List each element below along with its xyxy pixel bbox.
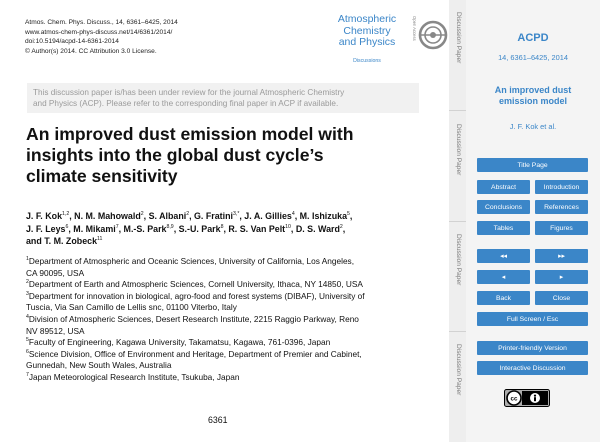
affiliation-number: 1 [26,256,29,263]
back-button[interactable]: Back [477,291,530,305]
strip-label: Discussion Paper [455,12,462,64]
author-affiliation-mark: 4 [291,211,295,218]
sidebar-author: J. F. Kok et al. [509,122,557,131]
globe-icon [418,20,448,50]
author-affiliation-mark: 2 [140,211,144,218]
author-separator: , [294,211,300,221]
notice-line-2: and Physics (ACP). Please refer to the corresponding final paper in ACP if available. [33,99,339,108]
cc-text: cc [510,395,518,403]
close-button[interactable]: Close [535,291,588,305]
author-name: M. Mikami [73,223,116,234]
affiliation-text: NV 89512, USA [26,325,85,336]
logo-line-1: Atmospheric [337,13,397,25]
strip-divider [449,331,466,332]
logo-subtitle: Discussions [353,58,381,64]
sidebar-volume: 14, 6361–6425, 2014 [498,53,568,62]
author-name: J. F. Leys [26,223,66,234]
affiliation-text: Faculty of Engineering, Kagawa University, Takamatsu, Kagawa, 761-0396, Japan [28,337,331,348]
page-number: 6361 [208,415,228,425]
affiliation-line [26,279,440,291]
strip-divider [449,110,466,111]
author-separator: , [118,223,124,234]
strip-divider [449,221,466,222]
title-line-1: An improved dust emission model with [26,124,354,144]
author-separator: , [143,211,149,221]
affiliation-line [26,360,440,372]
conclusions-button[interactable]: Conclusions [477,200,530,214]
author-separator: , [68,223,74,234]
navigation-sidebar [466,0,600,442]
author-separator: , [69,211,75,221]
author-separator: , [173,223,179,234]
sidebar-journal: ACPD [517,32,549,44]
author-name: S. Albani [148,211,187,221]
references-button[interactable]: References [535,200,588,214]
next-page-button[interactable] [535,270,588,284]
author-affiliation-mark: 8,9 [166,223,174,230]
author-affiliation-mark: 10 [285,223,291,230]
affiliation-text: Japan Meteorological Research Institute, Tsukuba, Japan [28,371,240,382]
author-separator: , [223,223,229,234]
affiliation-list [26,256,440,384]
author-separator: , [342,223,346,234]
author-name: G. Fratini [194,211,233,221]
full-screen-button[interactable]: Full Screen / Esc [477,312,588,326]
first-page-button[interactable] [477,249,530,263]
printer-friendly-button[interactable]: Printer-friendly Version [477,341,588,355]
affiliation-number: 7 [26,372,29,379]
author-affiliation-mark: 7 [115,223,119,230]
author-affiliation-mark: 2 [186,211,190,218]
first-page-icon: ◂◂ [500,253,507,260]
affiliation-number: 5 [26,337,29,344]
affiliation-text: Department of Earth and Atmospheric Sciences, Cornell University, Ithaca, NY 14850, USA [28,279,363,290]
paper-doi[interactable]: doi:10.5194/acpd-14-6361-2014 [25,38,119,46]
author-list [26,210,440,248]
strip-label: Discussion Paper [455,344,462,396]
affiliation-text: Department for innovation in biological, agro-food and forest systems (DIBAF), University of [28,290,365,301]
affiliation-text: Tuscia, Via San Camillo de Lellis snc, 01100 Viterbo, Italy [26,302,237,313]
author-affiliation-mark: 1,2 [62,211,70,218]
author-name: D. S. Ward [295,223,340,234]
sidebar-paper-title [466,85,600,107]
title-line-3: climate sensitivity [26,166,178,186]
author-name: R. S. Van Pelt [228,223,286,234]
abstract-button[interactable]: Abstract [477,180,530,194]
cc-license-badge[interactable] [504,389,550,407]
affiliation-line [26,302,440,314]
author-separator: , [349,211,353,221]
previous-icon: ◂ [501,274,506,281]
author-affiliation-mark: 11 [97,236,103,243]
journal-citation: Atmos. Chem. Phys. Discuss., 14, 6361–6425, 2014 [25,19,178,26]
next-icon: ▸ [559,274,564,281]
affiliation-text: CA 90095, USA [26,267,85,278]
strip-label: Discussion Paper [455,124,462,176]
last-page-icon: ▸▸ [558,253,565,260]
title-page-button[interactable]: Title Page [477,158,588,172]
sidebar-paper-title-line-1: An improved dust [494,85,572,95]
author-name: J. A. Gillies [244,211,292,221]
author-line-1 [26,210,440,223]
strip-label: Discussion Paper [455,234,462,286]
review-notice [27,83,419,113]
paper-title [26,124,436,187]
affiliation-line [26,314,440,326]
affiliation-line [26,326,440,338]
author-name: N. M. Mahowald [74,211,141,221]
author-affiliation-mark: 2 [339,223,343,230]
author-separator: , [239,211,245,221]
author-separator: , [189,211,195,221]
affiliation-line [26,268,440,280]
author-name: and T. M. Zobeck [26,236,98,246]
author-name: M.-S. Park [123,223,167,234]
affiliation-line [26,372,440,384]
notice-line-1: This discussion paper is/has been under review for the journal Atmospheric Chemistry [33,88,345,97]
affiliation-number: 2 [26,279,29,286]
author-name: J. F. Kok [26,211,63,221]
author-affiliation-mark: 6 [65,223,69,230]
previous-page-button[interactable] [477,270,530,284]
logo-text [326,14,408,49]
paper-url[interactable]: www.atmos-chem-phys-discuss.net/14/6361/2014/ [25,28,173,36]
author-affiliation-mark: 8 [220,223,224,230]
affiliation-line [26,256,440,268]
logo-line-2: Chemistry [343,24,391,37]
author-line-3 [26,235,440,248]
author-name: M. Ishizuka [299,211,347,221]
affiliation-text: Science Division, Office of Environment and Heritage, Department of Premier and Cabinet, [28,348,362,359]
interactive-discussion-button[interactable]: Interactive Discussion [477,361,588,375]
author-line-2 [26,223,440,236]
logo-line-3: and Physics [338,36,396,48]
author-affiliation-mark: 5 [347,211,350,218]
affiliation-text: Division of Atmospheric Sciences, Desert Research Institute, 2215 Raggio Parkway, Reno [28,313,359,324]
affiliation-line [26,337,440,349]
license-line: © Author(s) 2014. CC Attribution 3.0 License. [25,47,157,55]
svg-text:Open Access: Open Access [412,16,417,41]
title-line-2: insights into the global dust cycle’s [26,145,324,165]
author-separator: , [290,223,296,234]
affiliation-text: Department of Atmospheric and Oceanic Sciences, University of California, Los Angeles, [28,256,355,266]
sidebar-paper-title-line-2: emission model [498,96,568,106]
affiliation-line [26,291,440,303]
affiliation-number: 6 [26,348,29,355]
affiliation-number: 3 [26,291,29,298]
introduction-button[interactable]: Introduction [535,180,588,194]
affiliation-text: Gunnedah, New South Wales, Australia [26,360,172,371]
author-name: S.-U. Park [178,223,221,234]
affiliation-line [26,349,440,361]
author-affiliation-mark: 3,* [233,211,240,218]
last-page-button[interactable] [535,249,588,263]
affiliation-number: 4 [26,314,29,321]
tables-button[interactable]: Tables [477,221,530,235]
journal-logo [326,14,444,66]
figures-button[interactable]: Figures [535,221,588,235]
header-meta [25,18,178,56]
